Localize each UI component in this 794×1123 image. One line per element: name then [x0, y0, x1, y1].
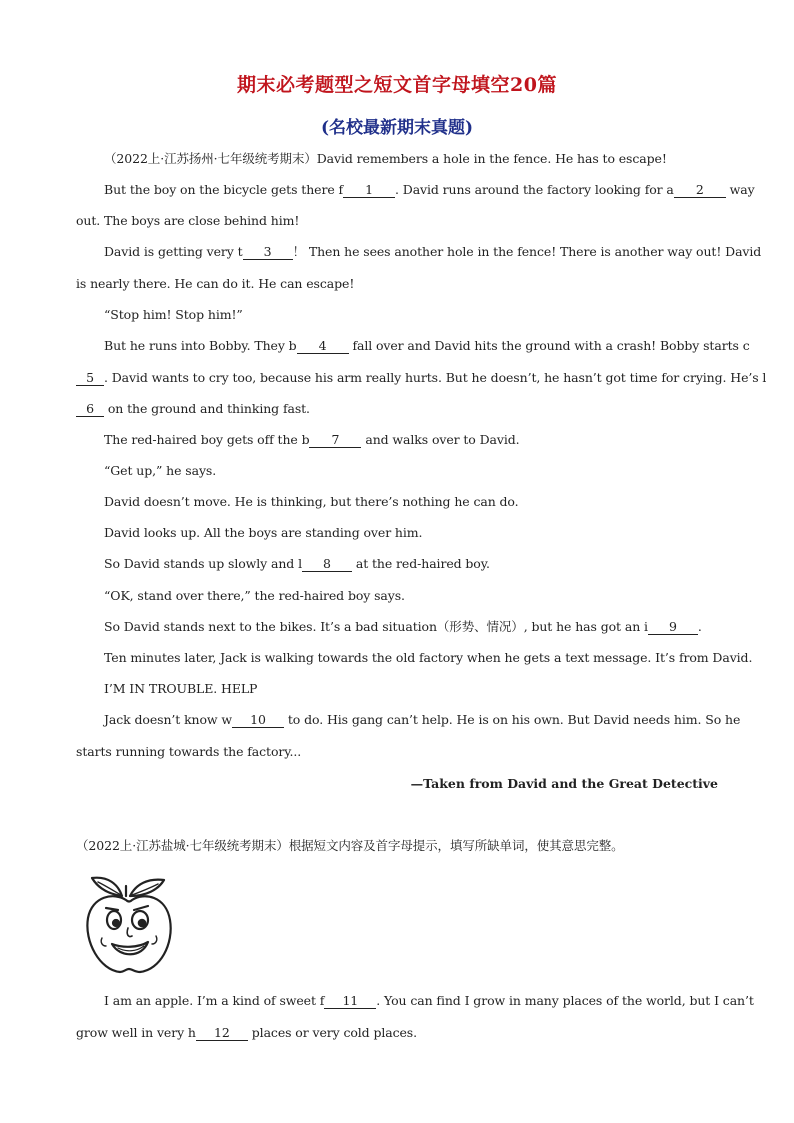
passage1-line: But the boy on the bicycle gets there f 1 . David runs around the factory looking for a 2 way	[104, 182, 755, 197]
passage2-line: I am an apple. I’m a kind of sweet f 11 . You can find I grow in many places of the world, but I can’t	[104, 993, 754, 1008]
page-title: 期末必考题型之短文首字母填空20篇	[237, 74, 557, 96]
passage1-line: starts running towards the factory...	[76, 744, 302, 759]
passage1-line: David is getting very t 3 ！ Then he sees another hole in the fence! There is another way out! David	[104, 244, 762, 259]
blank-6[interactable]: 6	[76, 402, 104, 417]
passage1-source: —Taken from David and the Great Detective	[410, 776, 718, 791]
blank-11[interactable]: 11	[324, 994, 376, 1009]
blank-9[interactable]: 9	[648, 620, 698, 635]
passage1-line: 5 . David wants to cry too, because his arm really hurts. But he doesn’t, he hasn’t got time for crying. He’s l	[76, 370, 718, 386]
blank-4[interactable]: 4	[297, 339, 349, 354]
passage1-line: David looks up. All the boys are standing over him.	[104, 525, 423, 540]
passage2-line: grow well in very h 12 places or very cold places.	[76, 1025, 417, 1040]
passage1-line: “OK, stand over there,” the red-haired boy says.	[104, 588, 405, 603]
passage1-line: 6 on the ground and thinking fast.	[76, 401, 718, 417]
blank-8[interactable]: 8	[302, 557, 352, 572]
passage1-line: I’M IN TROUBLE. HELP	[104, 681, 258, 696]
passage1-line: So David stands up slowly and l 8 at the red-haired boy.	[104, 556, 490, 571]
passage1-line: The red-haired boy gets off the b 7 and walks over to David.	[104, 432, 520, 447]
apple-cartoon-image	[78, 866, 180, 978]
passage1-line: “Get up,” he says.	[104, 463, 217, 478]
blank-7[interactable]: 7	[309, 433, 361, 448]
passage1-line: Ten minutes later, Jack is walking towards the old factory when he gets a text message. It’s from David.	[104, 650, 753, 665]
passage1-line: David doesn’t move. He is thinking, but there’s nothing he can do.	[104, 494, 519, 509]
blank-12[interactable]: 12	[196, 1026, 248, 1041]
blank-10[interactable]: 10	[232, 713, 284, 728]
passage1-line: But he runs into Bobby. They b 4 fall over and David hits the ground with a crash! Bobby starts c	[104, 338, 750, 353]
blank-2[interactable]: 2	[674, 183, 726, 198]
passage1-line: So David stands next to the bikes. It’s a bad situation（形势、情况）, but he has got an i 9 .	[104, 619, 702, 634]
page-subtitle: (名校最新期末真题)	[320, 118, 474, 138]
blank-5[interactable]: 5	[76, 371, 104, 386]
blank-3[interactable]: 3	[243, 245, 293, 260]
passage1-line: “Stop him! Stop him!”	[104, 307, 243, 322]
passage1-line: Jack doesn’t know w 10 to do. His gang can’t help. He is on his own. But David needs him. So he	[104, 712, 741, 727]
blank-1[interactable]: 1	[343, 183, 395, 198]
passage1-line: out. The boys are close behind him!	[76, 213, 300, 228]
passage1-line: is nearly there. He can do it. He can escape!	[76, 276, 355, 291]
passage2-intro: （2022上·江苏盐城·七年级统考期末）根据短文内容及首字母提示，填写所缺单词，使其意思完整。	[76, 838, 624, 853]
passage1-intro: （2022上·江苏扬州·七年级统考期末）David remembers a hole in the fence. He has to escape!	[104, 151, 667, 166]
